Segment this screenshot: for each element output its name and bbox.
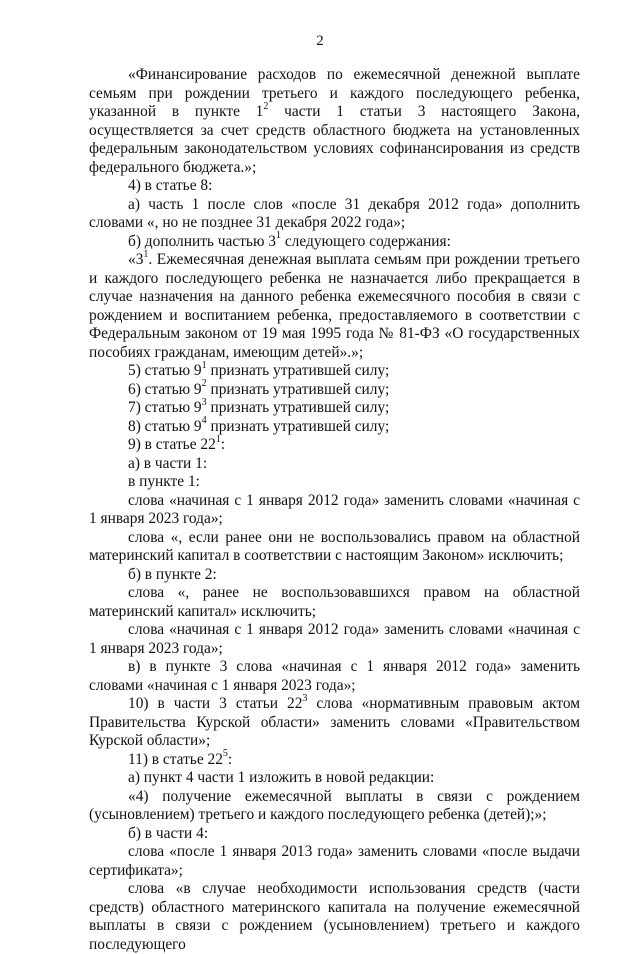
paragraph: слова «, если ранее они не воспользовались правом на областной материнский капитал в соответствии с настоящим Законом» исключить; bbox=[89, 528, 580, 564]
paragraph: б) в части 4: bbox=[128, 824, 209, 842]
paragraph: слова «, ранее не воспользовавшихся правом на областной материнский капитал» исключить; bbox=[89, 584, 580, 620]
paragraph: 10) в части 3 статьи $22^3$ слова «нормативным правовым актом Правительства Курской области» заменить словами «Правительством Курской области»; bbox=[89, 692, 580, 749]
document-body bbox=[89, 66, 580, 954]
paragraph: слова «начиная с 1 января 2012 года» заменить словами «начиная с 1 января 2023 года»; bbox=[89, 491, 580, 527]
page-number: 2 bbox=[316, 33, 324, 49]
paragraph: 6) статью $9^2$ признать утратившей силу; bbox=[128, 378, 390, 398]
paragraph: слова «в случае необходимости использования средств (части средств) областного материнского капитала на получение ежемесячной выплаты в связи с рождением (усыновлением) третьего и каждого последующего bbox=[89, 880, 580, 953]
paragraph: а) в части 1: bbox=[128, 454, 208, 472]
paragraph: 7) статью $9^3$ признать утратившей силу; bbox=[128, 396, 390, 416]
paragraph: слова «после 1 января 2013 года» заменить словами «после выдачи сертификата»; bbox=[89, 843, 580, 879]
paragraph: 5) статью $9^1$ признать утратившей силу; bbox=[128, 359, 390, 379]
paragraph: в пункте 1: bbox=[128, 473, 200, 490]
paragraph: в) в пункте 3 слова «начиная с 1 января 2012 года» заменить словами «начиная с 1 января 2023 года»; bbox=[89, 658, 580, 694]
paragraph: 8) статью $9^4$ признать утратившей силу; bbox=[128, 415, 390, 435]
paragraph: 4) в статье 8: bbox=[128, 177, 213, 194]
paragraph: а) часть 1 после слов «после 31 декабря 2012 года» дополнить словами «, но не позднее 31 декабря 2022 года»; bbox=[89, 195, 580, 231]
paragraph: 9) в статье $22^1$: bbox=[128, 433, 226, 453]
paragraph: «4) получение ежемесячной выплаты в связи с рождением (усыновлением) третьего и каждого последующего ребенка (детей);»; bbox=[89, 787, 580, 823]
paragraph: «Финансирование расходов по ежемесячной денежной выплате семьям при рождении третьего и каждого последующего ребенка, указанной в пункте $1^2$ части 1 статьи 3 настоящего Закона, осуществляется за счет средств областного бюджета на установленных федеральным законодательством условиях софинансирования из средств федерального бюджета.»; bbox=[89, 66, 580, 176]
paragraph: а) пункт 4 части 1 изложить в новой редакции: bbox=[128, 769, 435, 786]
paragraph: «$3^1$. Ежемесячная денежная выплата семьям при рождении третьего и каждого последующего ребенка не назначается либо прекращается в случае назначения на данного ребенка ежемесячного пособия в связи с рождением и воспитанием ребенка, предоставляемого в соответствии с Федеральным законом от 19 мая 1995 года № 81-ФЗ «О государственных пособиях гражданам, имеющим детей».»; bbox=[89, 248, 580, 361]
paragraph: слова «начиная с 1 января 2012 года» заменить словами «начиная с 1 января 2023 года»; bbox=[89, 621, 580, 657]
paragraph: б) в пункте 2: bbox=[128, 565, 217, 583]
paragraph: 11) в статье $22^5$: bbox=[128, 748, 233, 768]
paragraph: б) дополнить частью $3^1$ следующего содержания: bbox=[128, 230, 451, 250]
